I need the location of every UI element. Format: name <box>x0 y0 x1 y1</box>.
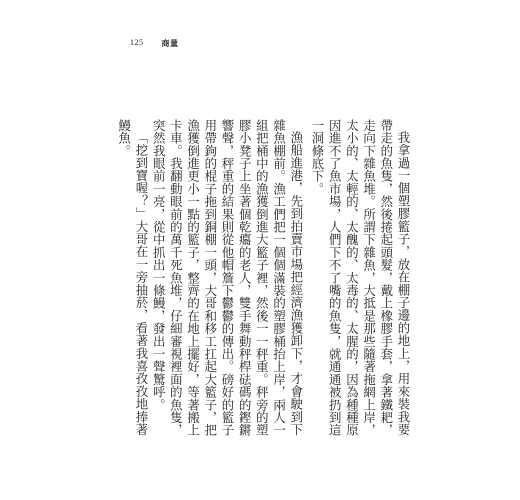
running-title: 商量 <box>161 39 179 48</box>
vertical-text-body <box>116 119 412 439</box>
paragraph-2: 漁船進港，先到拍賣市場把經濟漁獲卸下，才會駛到下雜魚棚前。漁工們把一個個滿裝的塑膠桶抬上岸，兩人一組把桶中的漁獲倒進大籃子裡，然後一一秤重。秤旁的塑膠小凳子上坐著個乾癟的老人，雙手舞動秤桿砝碼的鏗鏘響聲，秤重的結果則從他帽簷下鬱鬱的傳出。磅好的籃子用帶鉤的棍子拖到銅棚一頭，大哥和移工扛起大籃子，把漁獲倒進更小一點的籃子，整齊的在地上擺好，等著搬上卡車。我翻動眼前的萬千死魚堆，仔細審視裡面的魚隻，突然我眼前一亮，從中抓出一條鰻，發出一聲驚呼。 <box>151 119 304 437</box>
page-header <box>130 38 179 49</box>
page-number: 125 <box>130 38 144 47</box>
paragraph-1: 我拿過一個塑膠籃子，放在棚子邊的地上，用來裝我要帶走的魚隻，然後捲起頭髮，戴上橡膠手套，拿著鐵耙，走向下雜魚堆。所謂下雜魚，大抵是那些隨著拖網上岸，太小的、太輕的、太醜的、太毒的、太腥的，因為種種原因進不了魚市場，人們下不了嘴的魚隻，就通通被扔到這一洞條底下。 <box>309 119 411 437</box>
paragraph-3: 「挖到寶喔？」大哥在一旁抽菸，看著我喜孜孜地捧著鰻魚。 <box>116 119 149 437</box>
